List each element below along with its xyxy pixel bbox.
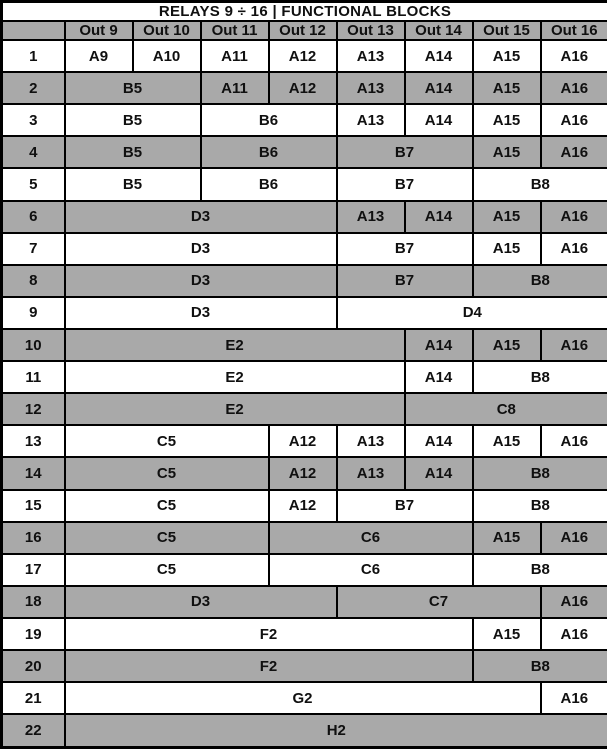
block-cell: A14	[405, 425, 473, 457]
block-cell: E2	[65, 393, 405, 425]
row-number: 7	[2, 233, 65, 265]
block-cell: D3	[65, 201, 337, 233]
block-cell: C5	[65, 425, 269, 457]
block-cell: A15	[473, 522, 541, 554]
title-row	[2, 2, 607, 22]
block-cell: A15	[473, 72, 541, 104]
block-cell: B8	[473, 265, 607, 297]
block-cell: B8	[473, 650, 607, 682]
table-body	[2, 40, 607, 748]
block-cell: C5	[65, 490, 269, 522]
column-header: Out 10	[133, 21, 201, 40]
block-cell: D3	[65, 265, 337, 297]
table-row	[2, 425, 607, 457]
row-number: 20	[2, 650, 65, 682]
column-header: Out 16	[541, 21, 607, 40]
block-cell: A15	[473, 425, 541, 457]
block-cell: C6	[269, 522, 473, 554]
table-row	[2, 586, 607, 618]
table-row	[2, 393, 607, 425]
table-row	[2, 201, 607, 233]
block-cell: D3	[65, 297, 337, 329]
block-cell: B7	[337, 233, 473, 265]
column-header: Out 13	[337, 21, 405, 40]
block-cell: B6	[201, 168, 337, 200]
table-row	[2, 490, 607, 522]
block-cell: A16	[541, 136, 607, 168]
block-cell: A13	[337, 104, 405, 136]
block-cell: B7	[337, 265, 473, 297]
block-cell: B5	[65, 72, 201, 104]
table-row	[2, 72, 607, 104]
row-number: 6	[2, 201, 65, 233]
row-number: 11	[2, 361, 65, 393]
block-cell: C5	[65, 457, 269, 489]
block-cell: B7	[337, 168, 473, 200]
row-number: 16	[2, 522, 65, 554]
column-header: Out 11	[201, 21, 269, 40]
block-cell: A14	[405, 457, 473, 489]
table-row	[2, 233, 607, 265]
block-cell: A9	[65, 40, 133, 72]
table-title: RELAYS 9 ÷ 16 | FUNCTIONAL BLOCKS	[2, 2, 607, 22]
block-cell: B5	[65, 104, 201, 136]
block-cell: A16	[541, 682, 607, 714]
block-cell: B5	[65, 136, 201, 168]
column-header: Out 15	[473, 21, 541, 40]
column-header: Out 12	[269, 21, 337, 40]
column-header: Out 9	[65, 21, 133, 40]
block-cell: F2	[65, 618, 473, 650]
row-number: 22	[2, 714, 65, 747]
block-cell: H2	[65, 714, 607, 747]
block-cell: D4	[337, 297, 607, 329]
block-cell: A16	[541, 40, 607, 72]
block-cell: A16	[541, 233, 607, 265]
block-cell: A14	[405, 72, 473, 104]
block-cell: A11	[201, 40, 269, 72]
table-row	[2, 682, 607, 714]
row-number: 10	[2, 329, 65, 361]
row-number: 8	[2, 265, 65, 297]
row-number: 18	[2, 586, 65, 618]
table-row	[2, 168, 607, 200]
row-number: 9	[2, 297, 65, 329]
block-cell: A13	[337, 40, 405, 72]
block-cell: A11	[201, 72, 269, 104]
row-number: 21	[2, 682, 65, 714]
block-cell: C8	[405, 393, 607, 425]
block-cell: B7	[337, 490, 473, 522]
table-row	[2, 361, 607, 393]
block-cell: A14	[405, 361, 473, 393]
block-cell: E2	[65, 361, 405, 393]
block-cell: G2	[65, 682, 541, 714]
block-cell: A15	[473, 104, 541, 136]
row-number: 2	[2, 72, 65, 104]
row-number: 17	[2, 554, 65, 586]
block-cell: B8	[473, 457, 607, 489]
block-cell: C6	[269, 554, 473, 586]
row-number: 4	[2, 136, 65, 168]
block-cell: A13	[337, 457, 405, 489]
block-cell: A10	[133, 40, 201, 72]
block-cell: B8	[473, 554, 607, 586]
block-cell: C7	[337, 586, 541, 618]
block-cell: A13	[337, 72, 405, 104]
row-number: 15	[2, 490, 65, 522]
block-cell: D3	[65, 586, 337, 618]
block-cell: A13	[337, 201, 405, 233]
block-cell: E2	[65, 329, 405, 361]
block-cell: A16	[541, 425, 607, 457]
block-cell: B6	[201, 104, 337, 136]
table-row	[2, 40, 607, 72]
row-number: 13	[2, 425, 65, 457]
block-cell: A15	[473, 329, 541, 361]
corner-cell	[2, 21, 65, 40]
block-cell: B8	[473, 361, 607, 393]
table-row	[2, 522, 607, 554]
block-cell: B7	[337, 136, 473, 168]
block-cell: A15	[473, 136, 541, 168]
block-cell: A15	[473, 201, 541, 233]
block-cell: A12	[269, 457, 337, 489]
block-cell: D3	[65, 233, 337, 265]
block-cell: A16	[541, 329, 607, 361]
column-header: Out 14	[405, 21, 473, 40]
row-number: 19	[2, 618, 65, 650]
table-row	[2, 457, 607, 489]
block-cell: B6	[201, 136, 337, 168]
block-cell: A13	[337, 425, 405, 457]
table-row	[2, 329, 607, 361]
block-cell: A12	[269, 490, 337, 522]
header-row	[2, 21, 607, 40]
table-row	[2, 265, 607, 297]
block-cell: A16	[541, 522, 607, 554]
block-cell: A12	[269, 40, 337, 72]
block-cell: A14	[405, 104, 473, 136]
block-cell: B8	[473, 490, 607, 522]
table-row	[2, 104, 607, 136]
table-row	[2, 297, 607, 329]
block-cell: F2	[65, 650, 473, 682]
block-cell: C5	[65, 522, 269, 554]
table-row	[2, 714, 607, 747]
block-cell: B5	[65, 168, 201, 200]
block-cell: A14	[405, 329, 473, 361]
block-cell: A16	[541, 586, 607, 618]
block-cell: A14	[405, 201, 473, 233]
block-cell: C5	[65, 554, 269, 586]
table-row	[2, 650, 607, 682]
row-number: 1	[2, 40, 65, 72]
block-cell: A16	[541, 72, 607, 104]
block-cell: A12	[269, 72, 337, 104]
block-cell: A12	[269, 425, 337, 457]
row-number: 3	[2, 104, 65, 136]
block-cell: A15	[473, 618, 541, 650]
block-cell: A16	[541, 618, 607, 650]
block-cell: A15	[473, 233, 541, 265]
table-row	[2, 618, 607, 650]
row-number: 5	[2, 168, 65, 200]
block-cell: B8	[473, 168, 607, 200]
block-cell: A16	[541, 201, 607, 233]
block-cell: A16	[541, 104, 607, 136]
block-cell: A14	[405, 40, 473, 72]
row-number: 14	[2, 457, 65, 489]
block-cell: A15	[473, 40, 541, 72]
table-row	[2, 554, 607, 586]
table-row	[2, 136, 607, 168]
row-number: 12	[2, 393, 65, 425]
